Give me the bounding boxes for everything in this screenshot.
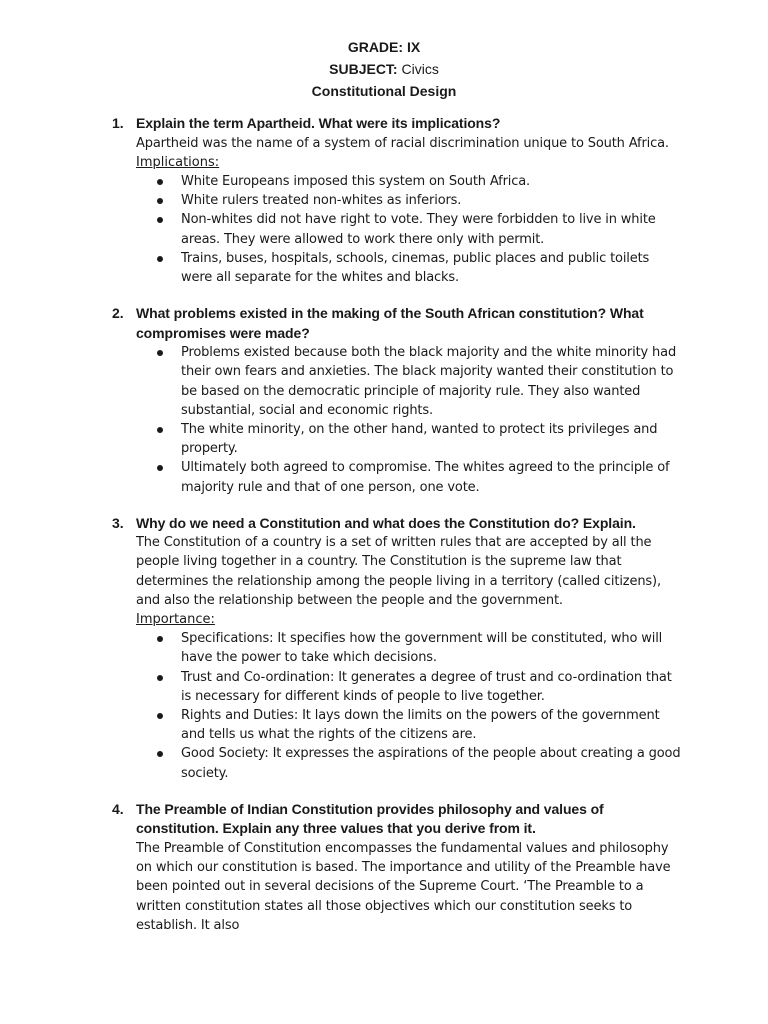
bullet-text: Trust and Co-ordination: It generates a degree of trust and co-ordination that is necessary for different kinds of people to live together. [181,669,672,704]
answer-paragraph: The Constitution of a country is a set of written rules that are accepted by all the people living together in a country. The Constitution is the supreme law that determines the relationship among the people living in a territory (called citizens), and also the relationship between the people and the government. [136,535,661,608]
answer-bullet-list [136,343,682,497]
bullet-dot-icon [157,217,163,223]
grade-line [0,36,768,58]
document-title: Constitutional Design [311,83,457,99]
bullet-text: Problems existed because both the black majority and the white minority had their own fears and anxieties. The black majority wanted their constitution to be based on the democratic principle of majority rule. They also wanted substantial, social and economic rights. [181,345,677,418]
question-number: 4. [112,800,124,817]
bullet-text: White Europeans imposed this system on South Africa. [181,173,531,189]
bullet-item [136,210,682,248]
bullet-dot-icon [157,256,163,262]
answer-subheading: Importance: [136,612,215,628]
question-text: Explain the term Apartheid. What were its implications? [136,115,501,131]
bullet-item [136,668,682,706]
bullet-dot-icon [157,751,163,757]
bullet-item [136,458,682,496]
question-number: 3. [112,514,124,531]
question-item-3 [112,514,682,783]
document-header [0,36,768,102]
question-text: What problems existed in the making of the South African constitution? What compromises were made? [136,305,644,341]
bullet-text: Ultimately both agreed to compromise. The whites agreed to the principle of majority rule and that of one person, one vote. [181,460,670,495]
bullet-text: Specifications: It specifies how the government will be constituted, who will have the power to take which decisions. [181,631,663,666]
subject-line [0,58,768,80]
bullet-item [136,343,682,420]
bullet-dot-icon [157,350,163,356]
subject-label: SUBJECT: [329,61,398,77]
bullet-text: Good Society: It expresses the aspirations of the people about creating a good society. [181,746,681,781]
bullet-dot-icon [157,198,163,204]
bullet-text: Trains, buses, hospitals, schools, cinemas, public places and public toilets were all separate for the whites and blacks. [181,250,650,285]
question-text: The Preamble of Indian Constitution provides philosophy and values of constitution. Explain any three values that you derive from it. [136,800,604,837]
answer-bullet-list [136,629,682,783]
bullet-item [136,629,682,667]
question-number: 2. [112,305,124,322]
grade-label: GRADE: [347,39,404,55]
bullet-dot-icon [157,427,163,433]
question-number: 1. [112,115,124,131]
bullet-item [136,172,682,191]
bullet-dot-icon [157,713,163,719]
answer-bullet-list [136,172,682,287]
bullet-dot-icon [157,465,163,471]
bullet-text: Non-whites did not have right to vote. They were forbidden to live in white areas. They were allowed to work there only with permit. [181,212,656,247]
bullet-item [136,706,682,744]
question-item-1 [112,114,682,287]
bullet-item [136,744,682,782]
bullet-dot-icon [157,179,163,185]
bullet-text: Rights and Duties: It lays down the limits on the powers of the government and tells us what the rights of the citizens are. [181,708,660,743]
bullet-item [136,191,682,210]
answer-paragraph: The Preamble of Constitution encompasses the fundamental values and philosophy on which our constitution is based. The importance and utility of the Preamble have been pointed out in several decisions of the Supreme Court. ‘The Preamble to a written constitution states all those objectives which our constitution seeks to establish. It also [136,840,671,933]
bullet-text: The white minority, on the other hand, wanted to protect its privileges and property. [181,421,658,457]
answer-paragraph: Apartheid was the name of a system of racial discrimination unique to South Africa. [136,135,669,151]
bullet-item [136,249,682,287]
question-item-4 [112,800,682,935]
question-list [112,114,682,952]
bullet-item [136,420,682,458]
bullet-dot-icon [157,636,163,642]
bullet-text: White rulers treated non-whites as inferiors. [181,193,462,209]
grade-value: IX [406,39,421,55]
question-item-2 [112,304,682,497]
answer-subheading: Implications: [136,154,220,170]
question-text: Why do we need a Constitution and what does the Constitution do? Explain. [136,514,636,531]
subject-value: Civics [401,61,439,77]
bullet-dot-icon [157,675,163,681]
